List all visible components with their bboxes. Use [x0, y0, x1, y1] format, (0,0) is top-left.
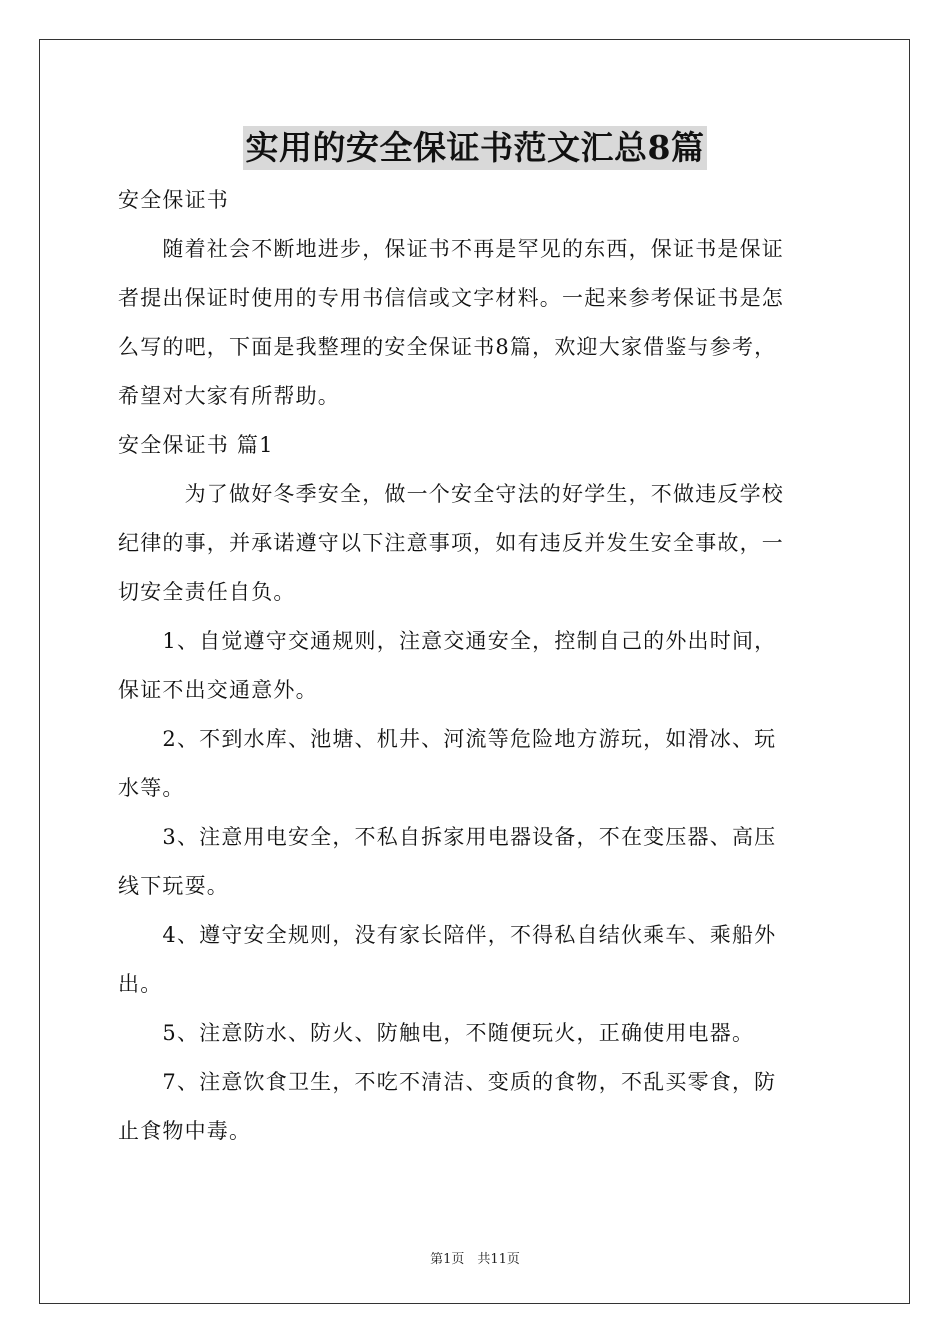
paragraph-line: 么写的吧，下面是我整理的安全保证书8篇，欢迎大家借鉴与参考， — [118, 335, 777, 359]
document-body — [118, 176, 834, 1156]
list-item-line: 4、遵守安全规则，没有家长陪伴，不得私自结伙乘车、乘船外 — [118, 923, 777, 947]
list-item-line: 水等。 — [118, 776, 185, 800]
list-item-line: 出。 — [118, 972, 163, 996]
paragraph-line: 为了做好冬季安全，做一个安全守法的好学生，不做违反学校 — [118, 482, 784, 506]
list-item-line: 7、注意饮食卫生，不吃不清洁、变质的食物，不乱买零食，防 — [118, 1070, 777, 1094]
page-number: 第1页 共11页 — [430, 1252, 520, 1267]
list-item-line: 5、注意防水、防火、防触电，不随便玩火，正确使用电器。 — [118, 1021, 755, 1045]
page-footer — [0, 1248, 950, 1267]
section-heading: 安全保证书 — [118, 188, 229, 212]
paragraph-line: 者提出保证时使用的专用书信信或文字材料。一起来参考保证书是怎 — [118, 286, 784, 310]
list-item-line: 保证不出交通意外。 — [118, 678, 318, 702]
paragraph-line: 随着社会不断地进步，保证书不再是罕见的东西，保证书是保证 — [118, 237, 784, 261]
list-item-line: 3、注意用电安全，不私自拆家用电器设备，不在变压器、高压 — [118, 825, 777, 849]
list-item-line: 2、不到水库、池塘、机井、河流等危险地方游玩，如滑冰、玩 — [118, 727, 777, 751]
paragraph-line: 切安全责任自负。 — [118, 580, 296, 604]
section-heading: 安全保证书 篇1 — [118, 433, 274, 457]
title-container — [0, 126, 950, 170]
paragraph-line: 希望对大家有所帮助。 — [118, 384, 340, 408]
list-item-line: 线下玩耍。 — [118, 874, 229, 898]
list-item-line: 1、自觉遵守交通规则，注意交通安全，控制自己的外出时间， — [118, 629, 777, 653]
paragraph-line: 纪律的事，并承诺遵守以下注意事项，如有违反并发生安全事故，一 — [118, 531, 784, 555]
list-item-line: 止食物中毒。 — [118, 1119, 252, 1143]
document-title: 实用的安全保证书范文汇总8篇 — [243, 126, 708, 170]
